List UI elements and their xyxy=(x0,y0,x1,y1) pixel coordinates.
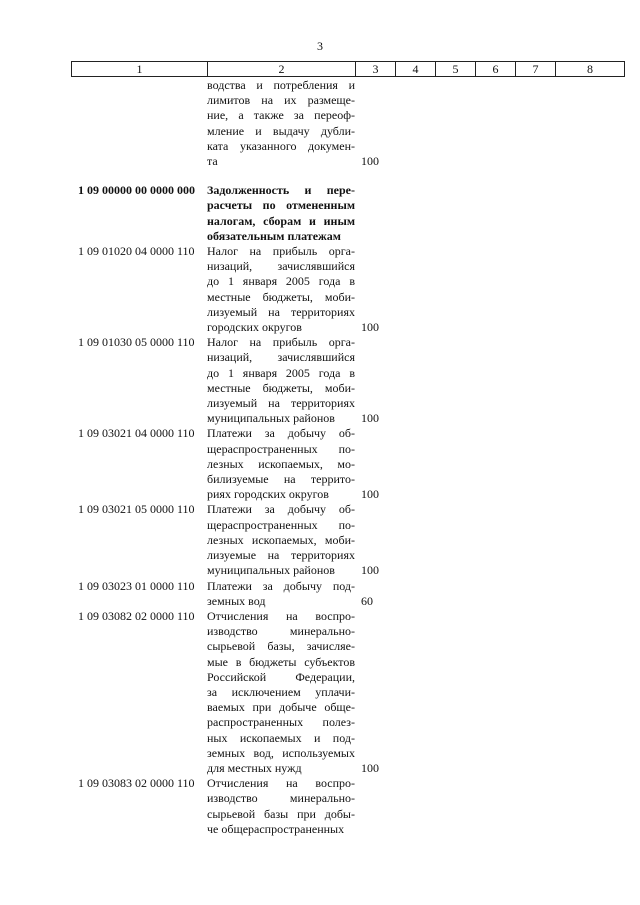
description-line: щераспространенных по- xyxy=(207,441,355,456)
row-value-cell xyxy=(355,609,395,776)
description-line: лизуемые на территориях xyxy=(207,548,355,563)
row-description xyxy=(207,335,355,426)
row-code: 1 09 03083 02 0000 110 xyxy=(78,776,195,791)
description-line: Платежи за добычу под- xyxy=(207,578,355,593)
row-value-cell xyxy=(355,183,395,244)
table-row xyxy=(71,502,624,578)
description-line: Налог на прибыль орга- xyxy=(207,335,355,350)
description-line: Отчисления на воспро- xyxy=(207,776,355,791)
description-line: мые в бюджеты субъектов xyxy=(207,654,355,669)
row-description xyxy=(207,426,355,502)
table-row xyxy=(71,183,624,244)
row-value: 100 xyxy=(361,487,379,502)
description-line: расчеты по отмененным xyxy=(207,198,355,213)
description-line: изводство минерально- xyxy=(207,624,355,639)
row-description xyxy=(207,244,355,335)
description-line: лезных ископаемых, моби- xyxy=(207,532,355,547)
row-description xyxy=(207,579,355,609)
row-value: 100 xyxy=(361,154,379,169)
description-line: для местных нужд xyxy=(207,760,302,775)
description-line: до 1 января 2005 года в xyxy=(207,274,355,289)
header-col-4: 4 xyxy=(396,62,436,77)
row-code: 1 09 03021 05 0000 110 xyxy=(78,502,195,517)
description-line: изводство минерально- xyxy=(207,791,355,806)
description-line: ние, а также за переоф- xyxy=(207,108,355,123)
description-line: городских округов xyxy=(207,320,302,335)
description-line: муниципальных районов xyxy=(207,411,335,426)
table-header xyxy=(71,61,625,77)
table-row xyxy=(71,609,624,776)
description-line: лизуемый на территориях xyxy=(207,396,355,411)
row-code: 1 09 03082 02 0000 110 xyxy=(78,608,195,623)
table-body xyxy=(71,78,624,837)
description-line: до 1 января 2005 года в xyxy=(207,365,355,380)
header-col-5: 5 xyxy=(436,62,476,77)
description-line: че общераспространенных xyxy=(207,821,345,836)
description-line: мление и выдачу дубли- xyxy=(207,123,355,138)
row-code: 1 09 01030 05 0000 110 xyxy=(78,335,195,350)
description-line: местные бюджеты, моби- xyxy=(207,380,355,395)
row-value: 100 xyxy=(361,320,379,335)
description-line: билизуемые на террито- xyxy=(207,472,355,487)
row-value: 100 xyxy=(361,760,379,775)
description-line: низаций, зачислявшийся xyxy=(207,350,355,365)
row-code xyxy=(71,78,207,169)
description-line: водства и потребления и xyxy=(207,78,355,92)
row-value-cell xyxy=(355,776,395,837)
table-row xyxy=(71,78,624,169)
table-row xyxy=(71,776,624,837)
description-line: Российской Федерации, xyxy=(207,669,355,684)
description-line: низаций, зачислявшийся xyxy=(207,259,355,274)
header-col-8: 8 xyxy=(556,62,625,77)
description-line: налогам, сборам и иным xyxy=(207,213,355,228)
header-col-2: 2 xyxy=(208,62,356,77)
description-line: земных вод xyxy=(207,593,266,608)
header-col-1: 1 xyxy=(72,62,208,77)
description-line: за исключением уплачи- xyxy=(207,684,355,699)
table-row xyxy=(71,426,624,502)
row-value: 60 xyxy=(361,593,373,608)
description-line: Платежи за добычу об- xyxy=(207,502,355,517)
description-line: муниципальных районов xyxy=(207,563,335,578)
row-value-cell xyxy=(355,426,395,502)
description-line: Налог на прибыль орга- xyxy=(207,244,355,259)
table-row xyxy=(71,244,624,335)
row-value-cell xyxy=(355,579,395,609)
table-row xyxy=(71,579,624,609)
row-description xyxy=(207,502,355,578)
row-description xyxy=(207,609,355,776)
row-code: 1 09 00000 00 0000 000 xyxy=(78,183,195,198)
description-line: лизуемый на территориях xyxy=(207,304,355,319)
row-code: 1 09 03021 04 0000 110 xyxy=(78,426,195,441)
description-line: ваемых при добыче обще- xyxy=(207,700,355,715)
header-col-3: 3 xyxy=(356,62,396,77)
row-value: 100 xyxy=(361,563,379,578)
description-line: риях городских округов xyxy=(207,487,329,502)
description-line: лезных ископаемых, мо- xyxy=(207,456,355,471)
page-number: 3 xyxy=(317,39,323,53)
row-code: 1 09 01020 04 0000 110 xyxy=(78,244,195,259)
description-line: Платежи за добычу об- xyxy=(207,426,355,441)
description-line: та xyxy=(207,154,218,169)
row-description xyxy=(207,78,355,169)
row-value-cell xyxy=(355,502,395,578)
row-value-cell xyxy=(355,335,395,426)
description-line: распространенных полез- xyxy=(207,715,355,730)
description-line: сырьевой базы при добы- xyxy=(207,806,355,821)
header-col-7: 7 xyxy=(516,62,556,77)
row-value-cell xyxy=(355,78,395,169)
description-line: лимитов на их размеще- xyxy=(207,93,355,108)
row-code: 1 09 03023 01 0000 110 xyxy=(78,578,195,593)
row-description xyxy=(207,183,355,244)
row-gap xyxy=(71,169,624,183)
table-row xyxy=(71,335,624,426)
description-line: местные бюджеты, моби- xyxy=(207,289,355,304)
description-line: Задолженность и пере- xyxy=(207,183,355,198)
row-description xyxy=(207,776,355,837)
description-line: ката указанного докумен- xyxy=(207,138,355,153)
row-value: 100 xyxy=(361,411,379,426)
description-line: ных ископаемых и под- xyxy=(207,730,355,745)
description-line: щераспространенных по- xyxy=(207,517,355,532)
description-line: Отчисления на воспро- xyxy=(207,608,355,623)
header-col-6: 6 xyxy=(476,62,516,77)
description-line: обязательным платежам xyxy=(207,228,341,243)
description-line: сырьевой базы, зачисляе- xyxy=(207,639,355,654)
description-line: земных вод, используемых xyxy=(207,745,355,760)
row-value-cell xyxy=(355,244,395,335)
